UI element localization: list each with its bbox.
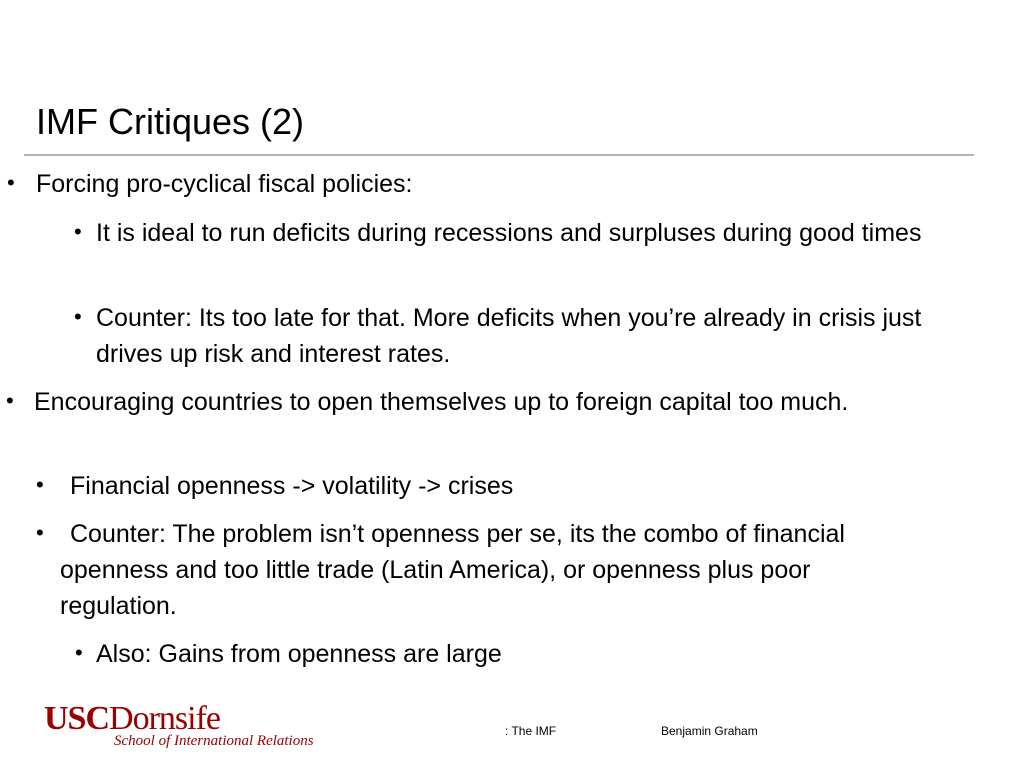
bullet-icon: • bbox=[74, 219, 82, 244]
bullet-item bbox=[74, 300, 946, 372]
usc-dornsife-logo bbox=[44, 700, 314, 756]
slide-title: IMF Critiques (2) bbox=[36, 101, 305, 142]
footer-topic: : The IMF bbox=[505, 724, 557, 738]
bullet-icon: • bbox=[36, 472, 44, 497]
bullet-text: It is ideal to run deficits during recessions and surpluses during good times bbox=[96, 219, 922, 247]
bullet-text: Counter: Its too late for that. More deficits when you’re already in crisis just drives up risk and interest rates. bbox=[96, 304, 922, 368]
title-divider bbox=[24, 154, 974, 156]
bullet-item bbox=[36, 516, 930, 624]
logo-dornsife-text: Dornsife bbox=[109, 700, 220, 737]
bullet-icon: • bbox=[36, 520, 44, 545]
bullet-item bbox=[75, 636, 926, 672]
logo-usc-text: USC bbox=[44, 700, 110, 737]
bullet-icon: • bbox=[75, 640, 83, 665]
bullet-icon: • bbox=[7, 170, 15, 195]
bullet-text: Counter: The problem isn’t openness per se, its the combo of financial openness and too little trade (Latin America), or openness plus poor regulation. bbox=[60, 520, 845, 620]
bullet-item bbox=[7, 166, 936, 202]
bullet-text: Financial openness -> volatility -> crises bbox=[70, 472, 514, 500]
footer-author: Benjamin Graham bbox=[661, 724, 758, 738]
bullet-text: Also: Gains from openness are large bbox=[96, 640, 502, 668]
bullet-icon: • bbox=[6, 388, 14, 413]
bullet-text: Forcing pro-cyclical fiscal policies: bbox=[36, 170, 413, 198]
bullet-icon: • bbox=[74, 304, 82, 329]
bullet-item bbox=[74, 215, 946, 251]
bullet-item bbox=[36, 468, 930, 504]
logo-subtitle: School of International Relations bbox=[114, 733, 314, 749]
bullet-item bbox=[6, 384, 936, 420]
bullet-text: Encouraging countries to open themselves up to foreign capital too much. bbox=[34, 388, 849, 416]
